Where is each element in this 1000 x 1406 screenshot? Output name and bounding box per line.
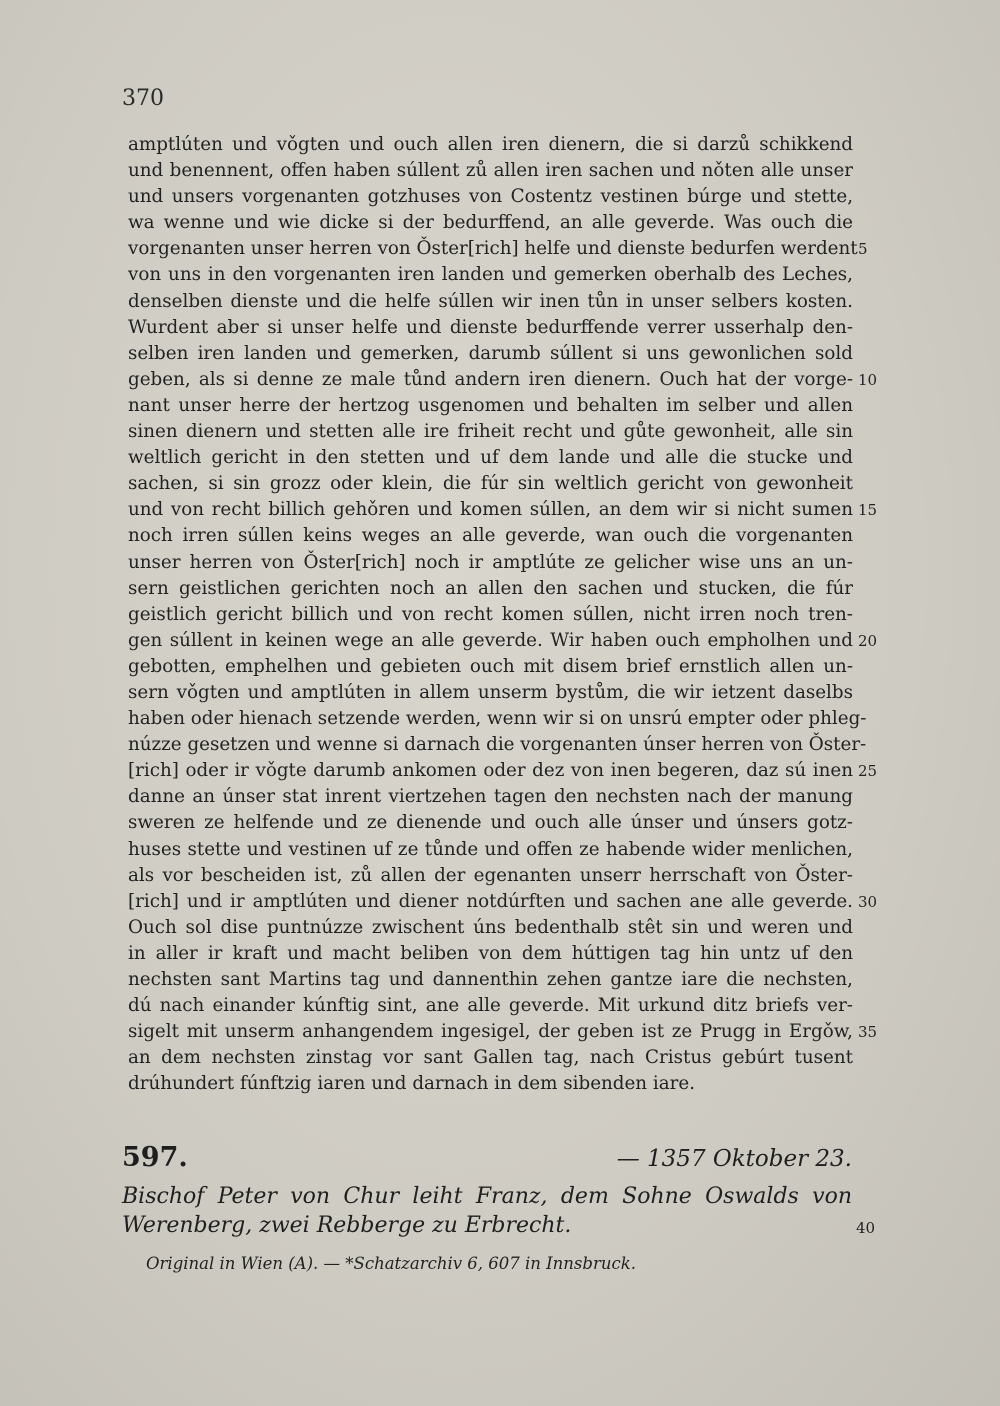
entry-regest	[122, 1182, 852, 1240]
text-line: sern geistlichen gerichten noch an allen den sachen und stucken, die fúr	[128, 577, 853, 599]
text-line: sern vǒgten und amptlúten in allem unserm bystům, die wir ietzent daselbs	[128, 681, 853, 703]
text-line: an dem nechsten zinstag vor sant Gallen tag, nach Cristus gebúrt tusent	[128, 1047, 853, 1069]
text-line: sachen, si sin grozz oder klein, die fúr sin weltlich gericht von gewonheit	[128, 473, 853, 495]
text-line: denselben dienste und die helfe súllen wir inen tůn in unser selbers kosten.	[128, 290, 853, 312]
regest-line: Bischof Peter von Chur leiht Franz, dem Sohne Oswalds von	[122, 1184, 852, 1209]
text-line: geistlich gericht billich und von recht komen súllen, nicht irren noch tren-	[128, 603, 853, 625]
text-line: als vor bescheiden ist, zů allen der egenanten unserr herrschaft von Ǒster-	[128, 864, 853, 886]
text-line: dú nach einander kúnftig sint, ane alle geverde. Mit urkund ditz briefs ver-	[128, 995, 853, 1017]
text-line: gebotten, emphelhen und gebieten ouch mit disem brief ernstlich allen un-	[128, 655, 853, 677]
text-line: [rich] oder ir vǒgte darumb ankomen oder dez von inen begeren, daz sú inen	[128, 760, 853, 782]
regest-line: Werenberg, zwei Rebberge zu Erbrecht.	[122, 1213, 572, 1238]
text-line: gen súllent in keinen wege an alle geverde. Wir haben ouch empholhen und	[128, 629, 853, 651]
document-entry	[122, 1142, 852, 1240]
text-line: Ouch sol dise puntnúzze zwischent úns bedenthalb stêt sin und weren und	[128, 916, 853, 938]
text-line: und unsers vorgenanten gotzhuses von Costentz vestinen búrge und stette,	[128, 186, 853, 208]
text-line: amptlúten und vǒgten und ouch allen iren dienern, die si darzů schikkend	[128, 134, 853, 155]
text-line: nechsten sant Martins tag und dannenthin zehen gantze iare die nechsten,	[128, 969, 853, 990]
text-line: selben iren landen und gemerken, darumb súllent si uns gewonlichen sold	[128, 342, 853, 364]
text-line: [rich] und ir amptlúten und diener notdúrften und sachen ane alle geverde.	[128, 890, 853, 912]
margin-line-number: 25	[858, 762, 878, 781]
entry-number: 597.	[122, 1142, 188, 1173]
margin-line-number: 5	[858, 240, 868, 259]
text-line: von uns in den vorgenanten iren landen und gemerken oberhalb des Leches,	[128, 264, 853, 286]
text-line: sigelt mit unserm anhangendem ingesigel, der geben ist ze Prugg in Ergǒw,	[128, 1021, 853, 1043]
text-line: Wurdent aber si unser helfe und dienste bedurffende verrer usserhalp den-	[128, 316, 853, 338]
text-line: huses stette und vestinen uf ze tůnde und offen ze habende wider menlichen,	[128, 838, 853, 860]
margin-line-number: 10	[858, 370, 878, 389]
margin-line-number: 20	[858, 631, 878, 650]
text-line: danne an únser stat inrent viertzehen tagen den nechsten nach der manung	[128, 786, 853, 808]
entry-header	[122, 1142, 852, 1182]
text-line: haben oder hienach setzende werden, wenn wir si on unsrú empter oder phleg-	[128, 708, 867, 730]
text-line: sweren ze helfende und ze dienende und ouch alle únser und únsers gotz-	[128, 812, 853, 834]
source-note: Original in Wien (A). — *Schatzarchiv 6, 607 in Innsbruck.	[146, 1254, 636, 1273]
text-line: wa wenne und wie dicke si der bedurffend, an alle geverde. Was ouch die	[128, 212, 853, 234]
text-line: in aller ir kraft und macht beliben von dem húttigen tag hin untz uf den	[128, 942, 853, 964]
text-line: unser herren von Ǒster[rich] noch ir amptlúte ze gelicher wise uns an un-	[128, 551, 853, 573]
text-line: núzze gesetzen und wenne si darnach die vorgenanten únser herren von Ǒster-	[128, 734, 867, 756]
text-line: und benennent, offen haben súllent zů allen iren sachen und nǒten alle unser	[128, 160, 853, 182]
text-line: sinen dienern und stetten alle ire friheit recht und gůte gewonheit, alle sin	[128, 421, 853, 443]
margin-line-number: 15	[858, 501, 878, 520]
text-line: und von recht billich gehǒren und komen súllen, an dem wir si nicht sumen	[128, 499, 853, 521]
margin-line-number: 30	[858, 892, 878, 911]
text-line: nant unser herre der hertzog usgenomen und behalten im selber und allen	[128, 394, 853, 416]
page-number: 370	[122, 86, 164, 111]
text-line: vorgenanten unser herren von Ǒster[rich] helfe und dienste bedurfen werdent	[128, 238, 858, 260]
main-text-block	[128, 132, 867, 1097]
text-line: drúhundert fúnftzig iaren und darnach in dem sibenden iare.	[128, 1073, 696, 1095]
margin-line-number: 40	[856, 1219, 876, 1237]
text-line: weltlich gericht in den stetten und uf dem lande und alle die stucke und	[128, 447, 853, 469]
margin-line-number: 35	[858, 1023, 878, 1042]
text-line: geben, als si denne ze male tůnd andern iren dienern. Ouch hat der vorge-	[128, 368, 853, 390]
entry-date: — 1357 Oktober 23.	[616, 1146, 852, 1172]
text-line: noch irren súllen keins weges an alle geverde, wan ouch die vorgenanten	[128, 525, 853, 547]
